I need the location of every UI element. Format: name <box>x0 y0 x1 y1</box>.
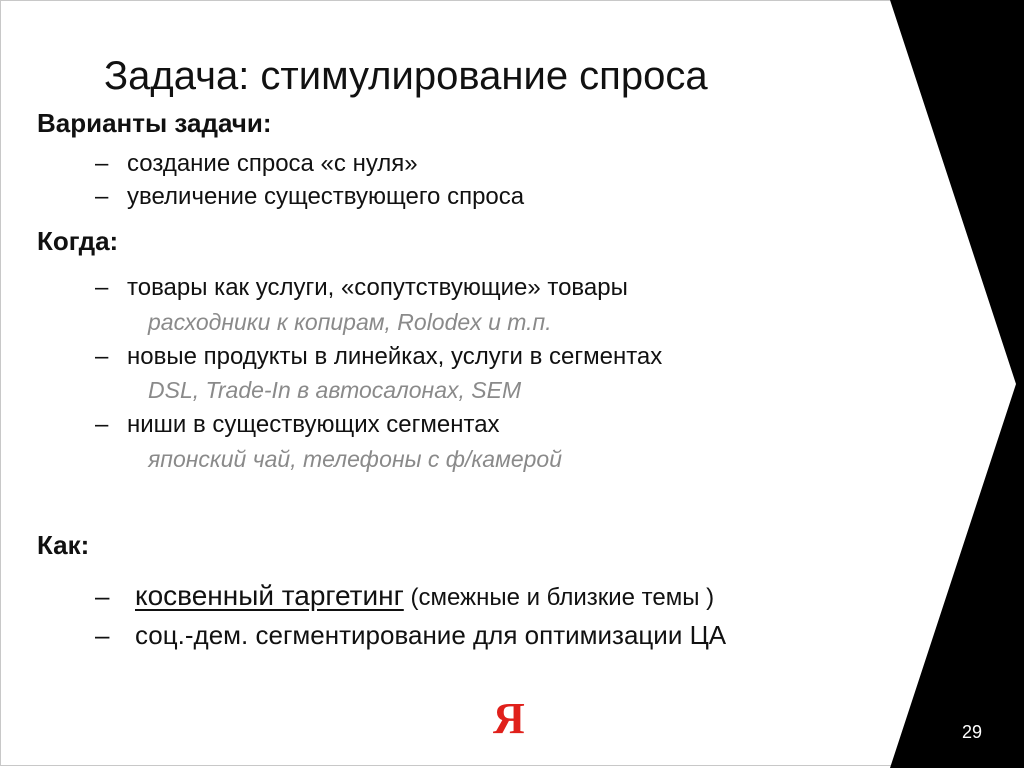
list-item-text: товары как услуги, «сопутствующие» товары <box>127 274 628 301</box>
list-item <box>95 183 524 211</box>
bullet-dash: – <box>95 183 109 210</box>
section-heading-when: Когда: <box>37 226 119 256</box>
bullet-dash: – <box>95 411 109 438</box>
section-heading-how: Как: <box>37 530 90 560</box>
bullet-dash: – <box>95 620 110 650</box>
list-item <box>95 150 418 178</box>
example-text: расходники к копирам, Rolodex и т.п. <box>148 309 552 335</box>
yandex-logo-icon: Я <box>493 694 525 743</box>
list-item <box>95 620 726 651</box>
list-item-text: соц.-дем. сегментирование для оптимизации ЦА <box>135 620 727 650</box>
bullet-dash: – <box>95 581 110 611</box>
list-item <box>95 343 662 371</box>
list-item <box>95 580 714 612</box>
list-item <box>95 411 500 439</box>
list-item-text: (смежные и близкие темы ) <box>403 584 715 611</box>
page-number: 29 <box>962 722 983 742</box>
list-item <box>95 274 628 302</box>
indirect-targeting-link[interactable]: косвенный таргетинг <box>135 580 404 611</box>
list-item-text: новые продукты в линейках, услуги в сегментах <box>127 343 663 370</box>
bullet-dash: – <box>95 150 109 177</box>
list-item-text: создание спроса «с нуля» <box>127 150 418 177</box>
section-heading-variants: Варианты задачи: <box>37 108 272 138</box>
list-item-text: увеличение существующего спроса <box>127 183 525 210</box>
page-title: Задача: стимулирование спроса <box>104 54 708 98</box>
list-item-text: ниши в существующих сегментах <box>127 411 500 438</box>
example-text: японский чай, телефоны с ф/камерой <box>148 446 562 472</box>
right-decor-band <box>890 0 1024 768</box>
bullet-dash: – <box>95 274 109 301</box>
example-text: DSL, Trade-In в автосалонах, SEM <box>148 377 522 403</box>
bullet-dash: – <box>95 343 109 370</box>
